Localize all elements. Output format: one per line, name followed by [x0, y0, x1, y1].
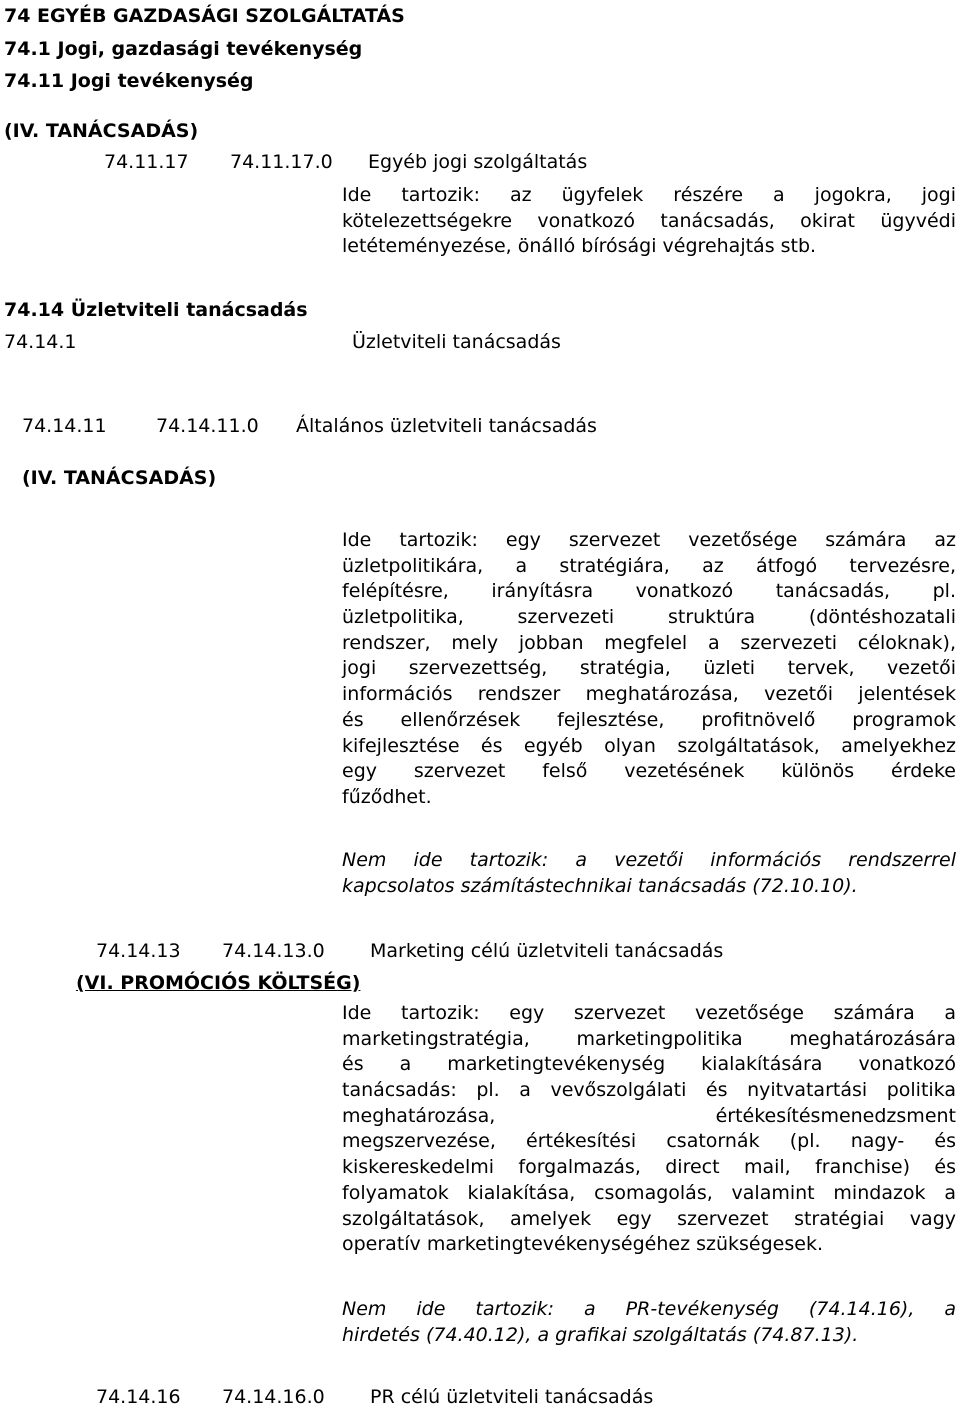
- entry-code: 74.14.16: [96, 1386, 181, 1408]
- text-line: kifejlesztése és egyéb olyan szolgáltatások, amelyekhez: [342, 734, 956, 757]
- exclusion-note: [342, 1297, 956, 1348]
- entry-code-detail: 74.14.11.0: [156, 415, 259, 437]
- heading-74-11: 74.11 Jogi tevékenység: [4, 70, 254, 92]
- text-line: Ide tartozik: az ügyfelek részére a jogokra, jogi: [342, 184, 956, 206]
- entry-description: [342, 1001, 956, 1258]
- text-line: egy szervezet felső vezetésének különös érdeke: [342, 760, 956, 783]
- entry-code: 74.14.11: [22, 415, 107, 437]
- subsection-title: Üzletviteli tanácsadás: [352, 331, 561, 353]
- entry-title: Egyéb jogi szolgáltatás: [368, 151, 588, 173]
- text-line: felépítésre, irányításra vonatkozó tanácsadás, pl.: [342, 580, 956, 603]
- heading-74-1: 74.1 Jogi, gazdasági tevékenység: [4, 38, 363, 60]
- entry-title: Marketing célú üzletviteli tanácsadás: [370, 940, 724, 962]
- text-line: és a marketingtevékenység kialakítására vonatkozó: [342, 1053, 956, 1076]
- text-line: és ellenőrzések fejlesztése, profitnövelő programok: [342, 708, 956, 731]
- entry-description: [342, 183, 956, 260]
- text-line: marketingstratégia, marketingpolitika meghatározására: [342, 1027, 956, 1050]
- entry-code: 74.11.17: [104, 151, 189, 173]
- text-line: tanácsadás: pl. a vevőszolgálati és nyitvatartási politika: [342, 1079, 956, 1102]
- text-line: üzletpolitikára, a stratégiára, az átfogó tervezésre,: [342, 554, 956, 577]
- entry-code-detail: 74.14.13.0: [222, 940, 325, 962]
- entry-description: [342, 528, 956, 811]
- text-line: megszervezése, értékesítési csatornák (pl. nagy- és: [342, 1130, 956, 1153]
- text-line: operatív marketingtevékenységéhez szükségesek.: [342, 1233, 823, 1256]
- text-line: kötelezettségekre vonatkozó tanácsadás, okirat ügyvédi: [342, 209, 956, 232]
- text-line: szolgáltatások, amelyek egy szervezet stratégiai vagy: [342, 1207, 956, 1230]
- exclusion-note: [342, 848, 956, 899]
- heading-74-14: 74.14 Üzletviteli tanácsadás: [4, 299, 308, 321]
- text-line: Nem ide tartozik: a PR-tevékenység (74.14.16), a: [342, 1298, 956, 1320]
- text-line: fűződhet.: [342, 785, 432, 808]
- entry-code-detail: 74.11.17.0: [230, 151, 333, 173]
- text-line: meghatározása, értékesítésmenedzsment: [342, 1104, 956, 1127]
- text-line: Nem ide tartozik: a vezetői információs rendszerrel: [342, 849, 956, 871]
- text-line: jogi szervezettség, stratégia, üzleti tervek, vezetői: [342, 657, 956, 680]
- text-line: Ide tartozik: egy szervezet vezetősége számára az: [342, 529, 956, 551]
- category-label: (IV. TANÁCSADÁS): [22, 467, 217, 489]
- entry-title: PR célú üzletviteli tanácsadás: [370, 1386, 654, 1408]
- category-label: (IV. TANÁCSADÁS): [4, 120, 199, 142]
- text-line: Ide tartozik: egy szervezet vezetősége számára a: [342, 1002, 956, 1024]
- text-line: folyamatok kialakítása, csomagolás, valamint mindazok a: [342, 1181, 956, 1204]
- entry-title: Általános üzletviteli tanácsadás: [296, 415, 597, 437]
- category-label: (VI. PROMÓCIÓS KÖLTSÉG): [76, 972, 361, 994]
- text-line: rendszer, mely jobban megfelel a szervezeti céloknak),: [342, 631, 956, 654]
- text-line: letéteményezése, önálló bírósági végrehajtás stb.: [342, 235, 817, 258]
- text-line: kapcsolatos számítástechnikai tanácsadás (72.10.10).: [342, 874, 858, 897]
- entry-code-detail: 74.14.16.0: [222, 1386, 325, 1408]
- text-line: üzletpolitika, szervezeti struktúra (döntéshozatali: [342, 606, 956, 629]
- text-line: kiskereskedelmi forgalmazás, direct mail, franchise) és: [342, 1156, 956, 1179]
- entry-code: 74.14.13: [96, 940, 181, 962]
- heading-section-74: 74 EGYÉB GAZDASÁGI SZOLGÁLTATÁS: [4, 5, 405, 27]
- text-line: információs rendszer meghatározása, vezetői jelentések: [342, 683, 956, 706]
- subsection-code: 74.14.1: [4, 331, 77, 353]
- text-line: hirdetés (74.40.12), a grafikai szolgáltatás (74.87.13).: [342, 1323, 859, 1346]
